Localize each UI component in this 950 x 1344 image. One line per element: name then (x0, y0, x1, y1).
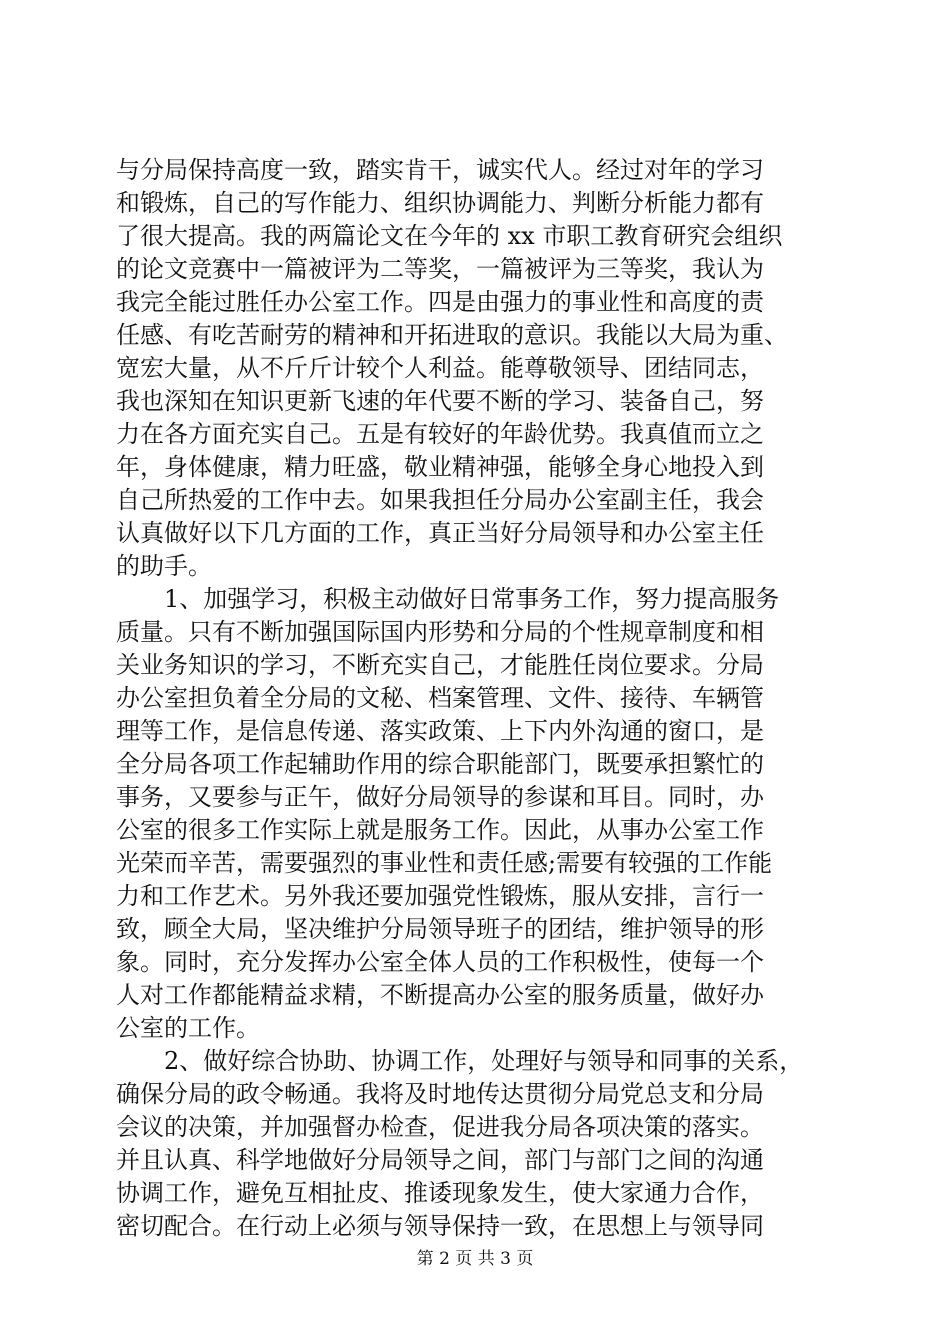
text-line: 致，顾全大局，坚决维护分局领导班子的团结，维护领导的形 (116, 915, 764, 943)
text-line: 象。同时，充分发挥办公室全体人员的工作积极性，使每一个 (116, 948, 764, 976)
text-line: 力和工作艺术。另外我还要加强党性锻炼，服从安排，言行一 (116, 882, 764, 910)
text-line: 质量。只有不断加强国际国内形势和分局的个性规章制度和相 (116, 618, 764, 646)
text-line: 年，身体健康，精力旺盛，敬业精神强，能够全身心地投入到 (116, 453, 764, 481)
text-line: 自己所热爱的工作中去。如果我担任分局办公室副主任，我会 (116, 486, 764, 514)
text-line: 公室的工作。 (116, 1014, 260, 1042)
text-line: 和锻炼，自己的写作能力、组织协调能力、判断分析能力都有 (116, 189, 764, 217)
document-body (116, 154, 834, 1243)
text-line: 宽宏大量，从不斤斤计较个人利益。能尊敬领导、团结同志， (116, 354, 764, 382)
text-line: 任感、有吃苦耐劳的精神和开拓进取的意识。我能以大局为重、 (116, 321, 788, 349)
page-footer (0, 1244, 950, 1269)
text-line: 关业务知识的学习，不断充实自己，才能胜任岗位要求。分局 (116, 651, 764, 679)
text-line: 的助手。 (116, 552, 212, 580)
text-line: 光荣而辛苦，需要强烈的事业性和责任感;需要有较强的工作能 (116, 849, 773, 877)
text-line: 办公室担负着全分局的文秘、档案管理、文件、接待、车辆管 (116, 684, 764, 712)
text-line: 理等工作，是信息传递、落实政策、上下内外沟通的窗口，是 (116, 717, 764, 745)
text-line: 协调工作，避免互相扯皮、推诿现象发生，使大家通力合作， (116, 1179, 764, 1207)
text-line: 会议的决策，并加强督办检查，促进我分局各项决策的落实。 (116, 1113, 764, 1141)
text-line: 确保分局的政令畅通。我将及时地传达贯彻分局党总支和分局 (116, 1080, 764, 1108)
text-line: 了很大提高。我的两篇论文在今年的 xx 市职工教育研究会组织 (116, 222, 783, 250)
text-line: 事务，又要参与正午，做好分局领导的参谋和耳目。同时，办 (116, 783, 764, 811)
text-line: 的论文竞赛中一篇被评为二等奖，一篇被评为三等奖，我认为 (116, 255, 764, 283)
page-number-label: 第 2 页 共 3 页 (416, 1249, 534, 1269)
text-line: 全分局各项工作起辅助作用的综合职能部门，既要承担繁忙的 (116, 750, 764, 778)
text-line: 我完全能过胜任办公室工作。四是由强力的事业性和高度的责 (116, 288, 764, 316)
paragraph-start-line: 2、做好综合协助、协调工作，处理好与领导和同事的关系， (164, 1047, 804, 1075)
text-line: 我也深知在知识更新飞速的年代要不断的学习、装备自己，努 (116, 387, 764, 415)
text-line: 密切配合。在行动上必须与领导保持一致，在思想上与领导同 (116, 1212, 764, 1240)
text-line: 与分局保持高度一致，踏实肯干，诚实代人。经过对年的学习 (116, 156, 764, 184)
text-line: 认真做好以下几方面的工作，真正当好分局领导和办公室主任 (116, 519, 764, 547)
text-line: 并且认真、科学地做好分局领导之间，部门与部门之间的沟通 (116, 1146, 764, 1174)
text-line: 力在各方面充实自己。五是有较好的年龄优势。我真值而立之 (116, 420, 764, 448)
text-line: 人对工作都能精益求精，不断提高办公室的服务质量，做好办 (116, 981, 764, 1009)
text-line: 公室的很多工作实际上就是服务工作。因此，从事办公室工作 (116, 816, 764, 844)
paragraph-start-line: 1、加强学习，积极主动做好日常事务工作，努力提高服务 (164, 585, 780, 613)
